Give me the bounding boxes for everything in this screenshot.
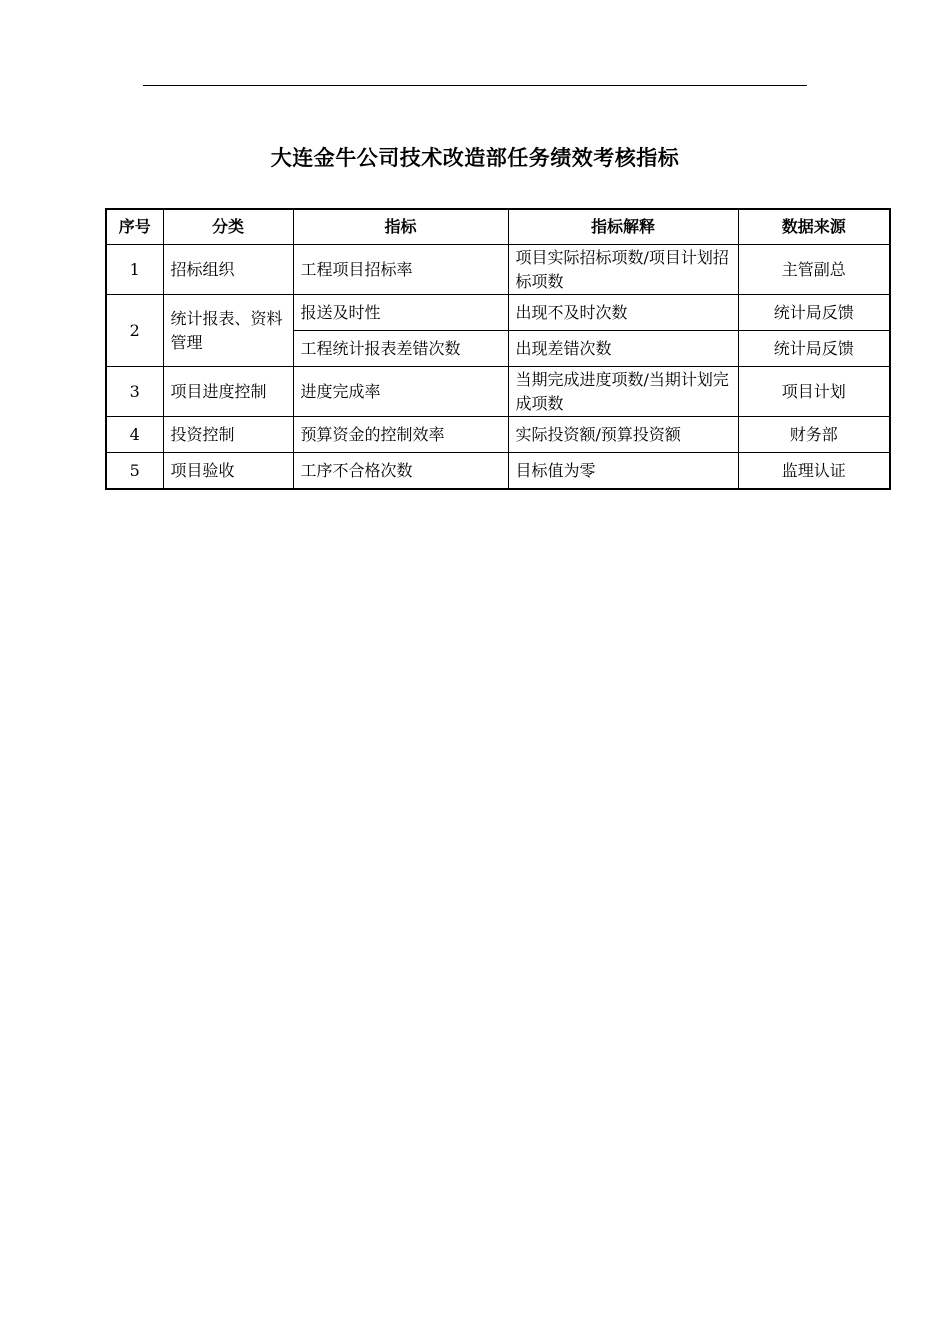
row-explanation: 出现差错次数 <box>508 331 738 367</box>
row-explanation: 出现不及时次数 <box>508 295 738 331</box>
row-source: 项目计划 <box>738 367 890 417</box>
header-no: 序号 <box>106 209 163 245</box>
row-number: 3 <box>106 367 163 417</box>
header-explanation: 指标解释 <box>508 209 738 245</box>
row-explanation: 目标值为零 <box>508 453 738 490</box>
document-title: 大连金牛公司技术改造部任务绩效考核指标 <box>270 146 680 170</box>
row-source: 主管副总 <box>738 245 890 295</box>
header-source: 数据来源 <box>738 209 890 245</box>
table-row <box>106 417 890 453</box>
table-row <box>106 367 890 417</box>
row-number: 2 <box>106 295 163 367</box>
row-source: 监理认证 <box>738 453 890 490</box>
table-row <box>106 295 890 331</box>
row-explanation: 当期完成进度项数/当期计划完成项数 <box>508 367 738 417</box>
row-category: 统计报表、资料管理 <box>163 295 293 367</box>
table-row <box>106 453 890 490</box>
header-rule <box>143 85 807 86</box>
header-category: 分类 <box>163 209 293 245</box>
row-indicator: 预算资金的控制效率 <box>293 417 508 453</box>
row-indicator: 工序不合格次数 <box>293 453 508 490</box>
row-indicator: 工程统计报表差错次数 <box>293 331 508 367</box>
row-explanation: 实际投资额/预算投资额 <box>508 417 738 453</box>
kpi-table <box>105 208 891 490</box>
row-indicator: 进度完成率 <box>293 367 508 417</box>
row-explanation: 项目实际招标项数/项目计划招标项数 <box>508 245 738 295</box>
row-source: 统计局反馈 <box>738 331 890 367</box>
table-header-row <box>106 209 890 245</box>
row-category: 投资控制 <box>163 417 293 453</box>
row-category: 项目进度控制 <box>163 367 293 417</box>
header-indicator: 指标 <box>293 209 508 245</box>
row-number: 1 <box>106 245 163 295</box>
row-number: 5 <box>106 453 163 490</box>
row-source: 统计局反馈 <box>738 295 890 331</box>
row-indicator: 报送及时性 <box>293 295 508 331</box>
row-number: 4 <box>106 417 163 453</box>
row-category: 项目验收 <box>163 453 293 490</box>
row-source: 财务部 <box>738 417 890 453</box>
row-category: 招标组织 <box>163 245 293 295</box>
table-row <box>106 245 890 295</box>
row-indicator: 工程项目招标率 <box>293 245 508 295</box>
